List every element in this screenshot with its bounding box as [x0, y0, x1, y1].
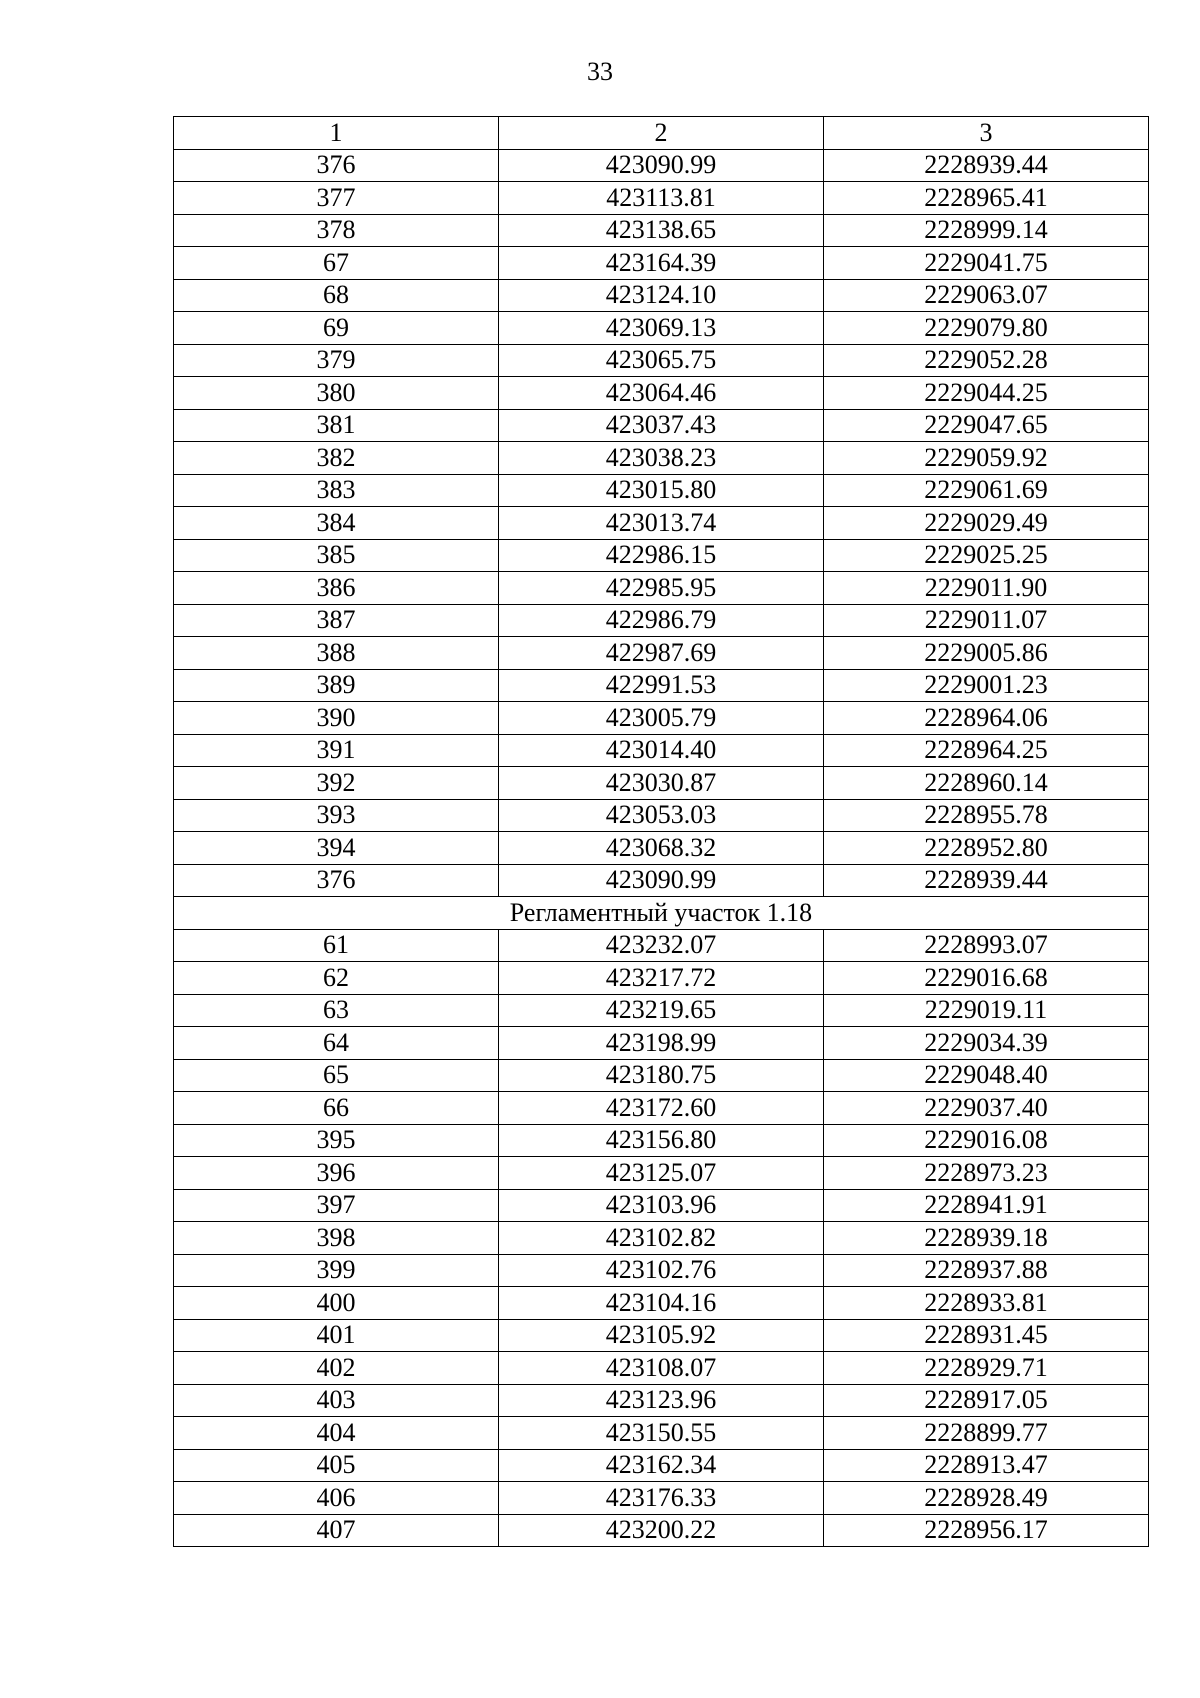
point-number-cell: 386 — [174, 572, 499, 605]
y-coordinate-cell: 2228913.47 — [824, 1449, 1149, 1482]
y-coordinate-cell: 2228939.44 — [824, 149, 1149, 182]
y-coordinate-cell: 2229052.28 — [824, 344, 1149, 377]
point-number-cell: 395 — [174, 1124, 499, 1157]
y-coordinate-cell: 2229048.40 — [824, 1059, 1149, 1092]
point-number-cell: 390 — [174, 702, 499, 735]
y-coordinate-cell: 2229029.49 — [824, 507, 1149, 540]
x-coordinate-cell: 423172.60 — [499, 1092, 824, 1125]
point-number-cell: 376 — [174, 864, 499, 897]
point-number-cell: 406 — [174, 1482, 499, 1515]
y-coordinate-cell: 2229016.08 — [824, 1124, 1149, 1157]
point-number-cell: 380 — [174, 377, 499, 410]
x-coordinate-cell: 423015.80 — [499, 474, 824, 507]
x-coordinate-cell: 423005.79 — [499, 702, 824, 735]
y-coordinate-cell: 2229037.40 — [824, 1092, 1149, 1125]
point-number-cell: 381 — [174, 409, 499, 442]
x-coordinate-cell: 423123.96 — [499, 1384, 824, 1417]
table-row — [174, 1189, 1149, 1222]
point-number-cell: 376 — [174, 149, 499, 182]
x-coordinate-cell: 423219.65 — [499, 994, 824, 1027]
table-row — [174, 1482, 1149, 1515]
y-coordinate-cell: 2229025.25 — [824, 539, 1149, 572]
table-row — [174, 767, 1149, 800]
point-number-cell: 68 — [174, 279, 499, 312]
x-coordinate-cell: 423232.07 — [499, 929, 824, 962]
y-coordinate-cell: 2229016.68 — [824, 962, 1149, 995]
point-number-cell: 382 — [174, 442, 499, 475]
y-coordinate-cell: 2229001.23 — [824, 669, 1149, 702]
point-number-cell: 389 — [174, 669, 499, 702]
point-number-cell: 396 — [174, 1157, 499, 1190]
x-coordinate-cell: 423217.72 — [499, 962, 824, 995]
table-row — [174, 1092, 1149, 1125]
table-row — [174, 247, 1149, 280]
table-row — [174, 442, 1149, 475]
table-row — [174, 1157, 1149, 1190]
x-coordinate-cell: 422991.53 — [499, 669, 824, 702]
point-number-cell: 404 — [174, 1417, 499, 1450]
table-row — [174, 1254, 1149, 1287]
table-row — [174, 1514, 1149, 1547]
y-coordinate-cell: 2228941.91 — [824, 1189, 1149, 1222]
y-coordinate-cell: 2229019.11 — [824, 994, 1149, 1027]
y-coordinate-cell: 2228939.18 — [824, 1222, 1149, 1255]
x-coordinate-cell: 423105.92 — [499, 1319, 824, 1352]
x-coordinate-cell: 423065.75 — [499, 344, 824, 377]
y-coordinate-cell: 2228929.71 — [824, 1352, 1149, 1385]
point-number-cell: 393 — [174, 799, 499, 832]
table-row — [174, 734, 1149, 767]
point-number-cell: 65 — [174, 1059, 499, 1092]
point-number-cell: 388 — [174, 637, 499, 670]
coordinates-table — [173, 116, 1149, 1547]
point-number-cell: 64 — [174, 1027, 499, 1060]
x-coordinate-cell: 423102.76 — [499, 1254, 824, 1287]
x-coordinate-cell: 423180.75 — [499, 1059, 824, 1092]
y-coordinate-cell: 2228928.49 — [824, 1482, 1149, 1515]
x-coordinate-cell: 423090.99 — [499, 864, 824, 897]
page-number: 33 — [587, 57, 613, 86]
table-row — [174, 279, 1149, 312]
x-coordinate-cell: 423053.03 — [499, 799, 824, 832]
table-row — [174, 799, 1149, 832]
point-number-cell: 392 — [174, 767, 499, 800]
section-title-row — [174, 897, 1149, 930]
point-number-cell: 62 — [174, 962, 499, 995]
table-row — [174, 929, 1149, 962]
y-coordinate-cell: 2229011.07 — [824, 604, 1149, 637]
y-coordinate-cell: 2228956.17 — [824, 1514, 1149, 1547]
table-row — [174, 344, 1149, 377]
x-coordinate-cell: 423104.16 — [499, 1287, 824, 1320]
y-coordinate-cell: 2229063.07 — [824, 279, 1149, 312]
table-row — [174, 637, 1149, 670]
point-number-cell: 387 — [174, 604, 499, 637]
table-body — [174, 117, 1149, 1547]
table-row — [174, 702, 1149, 735]
table-row — [174, 1124, 1149, 1157]
table-row — [174, 1287, 1149, 1320]
table-row — [174, 1027, 1149, 1060]
table-row — [174, 312, 1149, 345]
y-coordinate-cell: 2228933.81 — [824, 1287, 1149, 1320]
y-coordinate-cell: 2228964.25 — [824, 734, 1149, 767]
x-coordinate-cell: 423150.55 — [499, 1417, 824, 1450]
table-row — [174, 182, 1149, 215]
point-number-cell: 63 — [174, 994, 499, 1027]
y-coordinate-cell: 2229059.92 — [824, 442, 1149, 475]
table-row — [174, 1059, 1149, 1092]
x-coordinate-cell: 423013.74 — [499, 507, 824, 540]
y-coordinate-cell: 2228952.80 — [824, 832, 1149, 865]
y-coordinate-cell: 2228899.77 — [824, 1417, 1149, 1450]
header-cell-1: 1 — [174, 117, 499, 150]
table-row — [174, 409, 1149, 442]
x-coordinate-cell: 423164.39 — [499, 247, 824, 280]
y-coordinate-cell: 2228993.07 — [824, 929, 1149, 962]
x-coordinate-cell: 423198.99 — [499, 1027, 824, 1060]
y-coordinate-cell: 2229061.69 — [824, 474, 1149, 507]
x-coordinate-cell: 423124.10 — [499, 279, 824, 312]
point-number-cell: 67 — [174, 247, 499, 280]
point-number-cell: 403 — [174, 1384, 499, 1417]
y-coordinate-cell: 2229005.86 — [824, 637, 1149, 670]
point-number-cell: 385 — [174, 539, 499, 572]
x-coordinate-cell: 423125.07 — [499, 1157, 824, 1190]
point-number-cell: 391 — [174, 734, 499, 767]
point-number-cell: 400 — [174, 1287, 499, 1320]
table-row — [174, 214, 1149, 247]
table-row — [174, 994, 1149, 1027]
x-coordinate-cell: 423156.80 — [499, 1124, 824, 1157]
point-number-cell: 66 — [174, 1092, 499, 1125]
point-number-cell: 399 — [174, 1254, 499, 1287]
point-number-cell: 383 — [174, 474, 499, 507]
table-row — [174, 1222, 1149, 1255]
y-coordinate-cell: 2229041.75 — [824, 247, 1149, 280]
x-coordinate-cell: 423068.32 — [499, 832, 824, 865]
x-coordinate-cell: 423090.99 — [499, 149, 824, 182]
x-coordinate-cell: 423038.23 — [499, 442, 824, 475]
point-number-cell: 402 — [174, 1352, 499, 1385]
table-row — [174, 962, 1149, 995]
y-coordinate-cell: 2228999.14 — [824, 214, 1149, 247]
point-number-cell: 397 — [174, 1189, 499, 1222]
x-coordinate-cell: 423176.33 — [499, 1482, 824, 1515]
x-coordinate-cell: 422986.79 — [499, 604, 824, 637]
x-coordinate-cell: 423108.07 — [499, 1352, 824, 1385]
point-number-cell: 401 — [174, 1319, 499, 1352]
x-coordinate-cell: 423162.34 — [499, 1449, 824, 1482]
y-coordinate-cell: 2228965.41 — [824, 182, 1149, 215]
table-row — [174, 1417, 1149, 1450]
x-coordinate-cell: 423138.65 — [499, 214, 824, 247]
table-row — [174, 864, 1149, 897]
y-coordinate-cell: 2228964.06 — [824, 702, 1149, 735]
table-row — [174, 669, 1149, 702]
table-row — [174, 832, 1149, 865]
point-number-cell: 377 — [174, 182, 499, 215]
point-number-cell: 407 — [174, 1514, 499, 1547]
x-coordinate-cell: 423030.87 — [499, 767, 824, 800]
table-row — [174, 507, 1149, 540]
x-coordinate-cell: 423069.13 — [499, 312, 824, 345]
table-header-row — [174, 117, 1149, 150]
x-coordinate-cell: 423200.22 — [499, 1514, 824, 1547]
x-coordinate-cell: 422986.15 — [499, 539, 824, 572]
point-number-cell: 394 — [174, 832, 499, 865]
table-row — [174, 1319, 1149, 1352]
y-coordinate-cell: 2228931.45 — [824, 1319, 1149, 1352]
x-coordinate-cell: 423103.96 — [499, 1189, 824, 1222]
point-number-cell: 398 — [174, 1222, 499, 1255]
table-row — [174, 377, 1149, 410]
table-row — [174, 1449, 1149, 1482]
x-coordinate-cell: 423037.43 — [499, 409, 824, 442]
point-number-cell: 384 — [174, 507, 499, 540]
y-coordinate-cell: 2228917.05 — [824, 1384, 1149, 1417]
header-cell-2: 2 — [499, 117, 824, 150]
point-number-cell: 69 — [174, 312, 499, 345]
table-row — [174, 572, 1149, 605]
point-number-cell: 378 — [174, 214, 499, 247]
table-row — [174, 1352, 1149, 1385]
y-coordinate-cell: 2228973.23 — [824, 1157, 1149, 1190]
table-row — [174, 1384, 1149, 1417]
x-coordinate-cell: 422985.95 — [499, 572, 824, 605]
y-coordinate-cell: 2229034.39 — [824, 1027, 1149, 1060]
table-row — [174, 149, 1149, 182]
y-coordinate-cell: 2229011.90 — [824, 572, 1149, 605]
y-coordinate-cell: 2228955.78 — [824, 799, 1149, 832]
x-coordinate-cell: 423102.82 — [499, 1222, 824, 1255]
section-title: Регламентный участок 1.18 — [174, 897, 1149, 930]
table-row — [174, 474, 1149, 507]
x-coordinate-cell: 423064.46 — [499, 377, 824, 410]
y-coordinate-cell: 2229047.65 — [824, 409, 1149, 442]
x-coordinate-cell: 423113.81 — [499, 182, 824, 215]
y-coordinate-cell: 2229044.25 — [824, 377, 1149, 410]
table-row — [174, 539, 1149, 572]
x-coordinate-cell: 422987.69 — [499, 637, 824, 670]
header-cell-3: 3 — [824, 117, 1149, 150]
y-coordinate-cell: 2228937.88 — [824, 1254, 1149, 1287]
point-number-cell: 379 — [174, 344, 499, 377]
y-coordinate-cell: 2228939.44 — [824, 864, 1149, 897]
y-coordinate-cell: 2229079.80 — [824, 312, 1149, 345]
x-coordinate-cell: 423014.40 — [499, 734, 824, 767]
table-row — [174, 604, 1149, 637]
point-number-cell: 405 — [174, 1449, 499, 1482]
y-coordinate-cell: 2228960.14 — [824, 767, 1149, 800]
point-number-cell: 61 — [174, 929, 499, 962]
